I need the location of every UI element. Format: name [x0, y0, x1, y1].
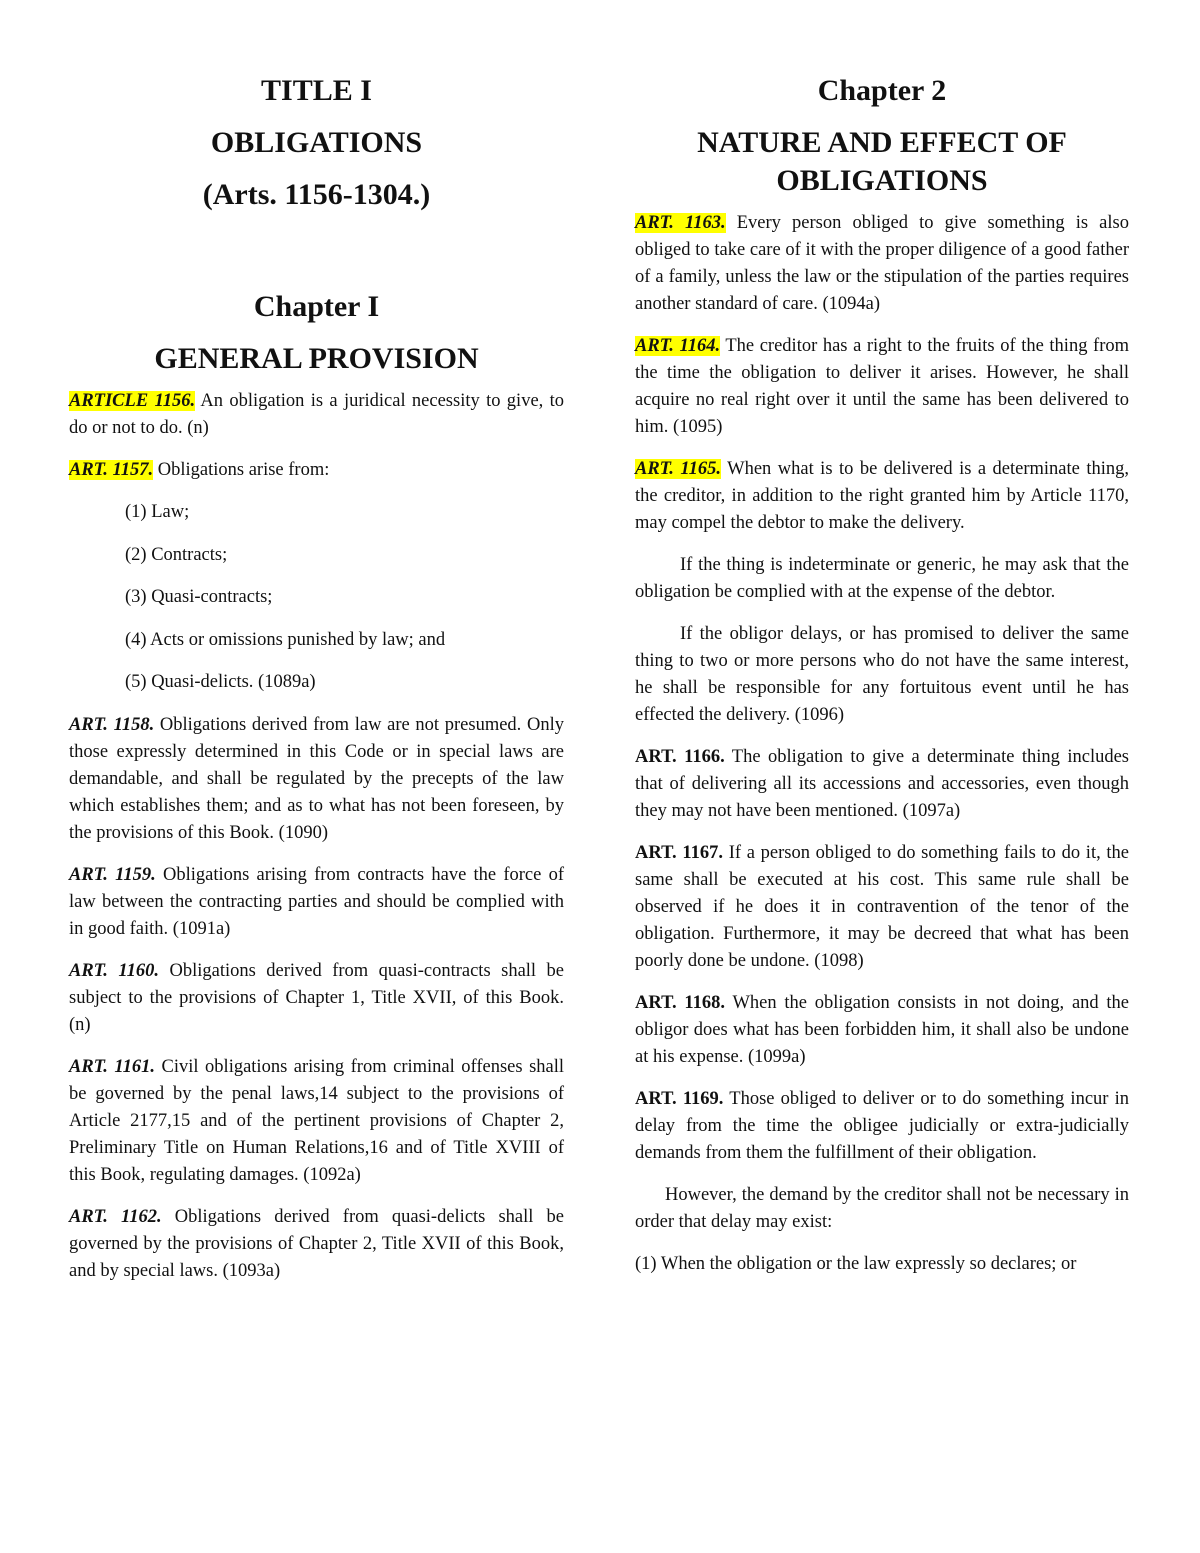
list-item: (2) Contracts; — [125, 544, 228, 565]
article-text: Every person obliged to give something is also obliged to take care of it with the proper diligence of a good father of a family, unless the law or the stipulation of the parties requires another standard of care. (1094a) — [635, 213, 1129, 314]
article-label: ART. 1169. — [635, 1089, 724, 1109]
article-1169-item-1: (1) When the obligation or the law expressly so declares; or — [635, 1254, 1077, 1274]
chapter-2-heading: Chapter 2 — [817, 74, 947, 107]
article-text: The obligation to give a determinate thing includes that of delivering all its accessions and accessories, even though they may not have been mentioned. (1097a) — [635, 747, 1130, 821]
article-text: Obligations derived from quasi-contracts shall be subject to the provisions of Chapter 1, Title XVII, of this Book. (n) — [69, 960, 565, 1035]
article-1169-paragraph-2: However, the demand by the creditor shall not be necessary in order that delay may exist: — [635, 1185, 1129, 1232]
article-1169 — [635, 1086, 1129, 1167]
article-label: ART. 1167. — [635, 843, 723, 863]
article-label: ARTICLE 1156. — [69, 391, 196, 411]
article-label: ART. 1157. — [69, 460, 154, 480]
article-1160 — [69, 958, 564, 1039]
general-provision-heading: GENERAL PROVISION — [154, 342, 479, 375]
article-text: Civil obligations arising from criminal offenses shall be governed by the penal laws,14 subject to the provisions of Article 2177,15 and of the pertinent provisions of Chapter 2, Preliminary Title on Human Relations,16 and of Title XVIII of this Book, regulating damages. (1092a) — [69, 1056, 565, 1185]
list-item: (1) Law; — [125, 502, 190, 522]
article-text: If a person obliged to do something fails to do it, the same shall be executed at his cost. This same rule shall be observed if he does it in contravention of the tenor of the obligation. Furthermore, it may be decreed that what has been poorly done be undone. (1098) — [635, 843, 1130, 971]
title-heading: TITLE I — [261, 74, 372, 107]
article-text: Those obliged to deliver or to do something incur in delay from the time the obligee judicially or extra-judicially demands from them the fulfillment of their obligation. — [635, 1089, 1130, 1163]
article-label: ART. 1164. — [635, 336, 721, 356]
article-text: An obligation is a juridical necessity to give, to do or not to do. (n) — [69, 391, 565, 438]
article-label: ART. 1160. — [69, 960, 159, 981]
article-label: ART. 1162. — [69, 1206, 162, 1227]
article-1168 — [635, 990, 1129, 1071]
article-text: When the obligation consists in not doing, and the obligor does what has been forbidden him, it shall also be undone at his expense. (1099a) — [635, 993, 1130, 1067]
article-1157 — [69, 457, 564, 484]
chapter-1-heading: Chapter I — [253, 290, 380, 323]
article-1159 — [69, 862, 564, 943]
article-label: ART. 1161. — [69, 1056, 156, 1077]
articles-range-heading: (Arts. 1156-1304.) — [202, 178, 431, 211]
article-1163 — [635, 210, 1129, 318]
article-text: Obligations arising from contracts have the force of law between the contracting parties and should be complied with in good faith. (1091a) — [69, 864, 564, 939]
article-1161 — [69, 1054, 564, 1189]
article-label: ART. 1159. — [69, 864, 156, 885]
article-1164 — [635, 333, 1129, 441]
article-1156 — [69, 388, 564, 442]
left-column — [69, 72, 564, 1300]
article-label: ART. 1163. — [635, 213, 726, 233]
article-label: ART. 1165. — [635, 459, 721, 479]
nature-and-effect-heading: NATURE AND EFFECT OF OBLIGATIONS — [697, 126, 1067, 197]
article-text: Obligations arise from: — [153, 460, 330, 480]
list-item: (5) Quasi-delicts. (1089a) — [125, 672, 316, 692]
article-label: ART. 1168. — [635, 993, 726, 1013]
article-text: When what is to be delivered is a determinate thing, the creditor, in addition to the right granted him by Article 1170, may compel the debtor to make the delivery. — [635, 459, 1129, 533]
article-text: Obligations derived from law are not presumed. Only those expressly determined in this Code or in special laws are demandable, and shall be regulated by the precepts of the law which establishes them; and as to what has not been foreseen, by the provisions of this Book. (1090) — [69, 714, 564, 843]
list-item: (4) Acts or omissions punished by law; and — [125, 629, 446, 650]
article-1165-paragraph-3: If the obligor delays, or has promised to deliver the same thing to two or more persons who do not have the same interest, he shall be responsible for any fortuitous event until he has effected the delivery. (1096) — [635, 624, 1129, 725]
article-1162 — [69, 1204, 564, 1285]
article-1158 — [69, 712, 564, 847]
article-1165-paragraph-2: If the thing is indeterminate or generic, he may ask that the obligation be complied with at the expense of the debtor. — [635, 555, 1129, 602]
article-label: ART. 1166. — [635, 747, 725, 767]
right-column — [635, 72, 1129, 1293]
article-1166 — [635, 744, 1129, 825]
article-label: ART. 1158. — [69, 714, 155, 735]
article-text: Obligations derived from quasi-delicts shall be governed by the provisions of Chapter 2, Title XVII of this Book, and by special laws. (1093a) — [69, 1206, 565, 1281]
article-1165 — [635, 456, 1129, 537]
article-text: The creditor has a right to the fruits of the thing from the time the obligation to deliver it arises. However, he shall acquire no real right over it until the same has been delivered to him. (1095) — [635, 336, 1129, 437]
article-1167 — [635, 840, 1129, 975]
obligations-heading: OBLIGATIONS — [210, 126, 423, 159]
list-item: (3) Quasi-contracts; — [125, 587, 273, 607]
